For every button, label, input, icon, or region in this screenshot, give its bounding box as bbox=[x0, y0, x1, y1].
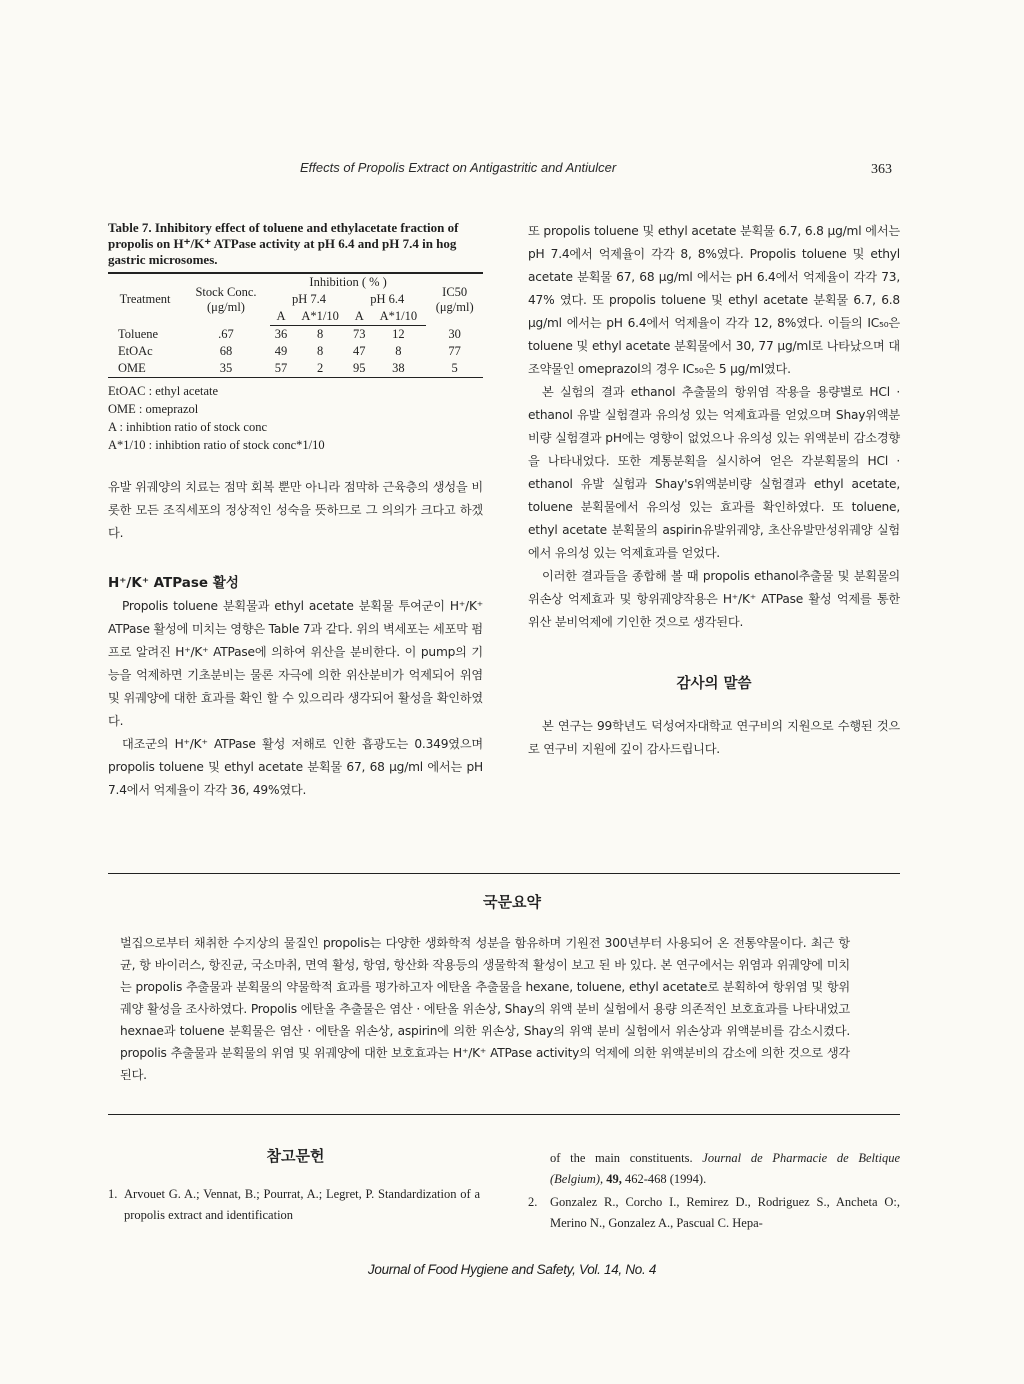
reference-number: 1. bbox=[108, 1187, 118, 1201]
reference-text: Arvouet G. A.; Vennat, B.; Pourrat, A.; Legret, P. Standardization of a propolis extract and identification bbox=[124, 1187, 480, 1222]
value-cell: 73 bbox=[353, 327, 366, 341]
sub-a10: A*1/10 bbox=[292, 308, 348, 326]
body-paragraph: Propolis toluene 분획물과 ethyl acetate 분획물 투여군이 H⁺/K⁺ ATPase 활성에 미치는 영향은 Table 7과 같다. 위의 벽세포는 세포막 펌프로 알려진 H⁺/K⁺ ATPase에 의하여 위산을 분비한다. 이 pump의 기능을 억제하면 기초분비는 물론 자극에 의한 위산분비가 억제되어 위염 및 위궤양에 대한 효과를 확인 할 수 있으리라 생각되어 활성을 확인하였다. bbox=[108, 599, 483, 728]
reference-pages: 462-468 (1994). bbox=[624, 1172, 707, 1186]
ic50-cell: 30 bbox=[448, 326, 461, 341]
running-title: Effects of Propolis Extract on Antigastritic and Antiulcer bbox=[300, 160, 617, 175]
body-paragraph: 또 propolis toluene 및 ethyl acetate 분획물 6.7, 6.8 μg/ml 에서는 pH 7.4에서 억제율이 각각 8, 8%였다. Propolis toluene 및 ethyl acetate 분획물 67, 68 μg/ml 에서는 pH 6.4에서 억제율이 각각 73, 47% 였다. 또 propolis toluene 및 ethyl acetate 분획물 6.7, 6.8 μg/ml 에서는 pH 6.4에서 억제율이 각각 12, 8%였다. 이들의 IC₅₀은 toluene 및 ethyl acetate 분획물에서 30, 77 μg/ml로 나타났으며 대조약물인 omeprazol의 경우 IC₅₀은 5 μg/ml였다. bbox=[528, 224, 900, 376]
value-cell: 8 bbox=[317, 344, 324, 358]
col-ic50-line1: IC50 bbox=[442, 284, 468, 299]
value-cell: 8 bbox=[317, 327, 324, 341]
value-cell: 49 bbox=[274, 344, 288, 358]
stock-cell: .67 bbox=[218, 326, 234, 341]
col-ph74: pH 7.4 bbox=[292, 292, 327, 306]
reference-list-left bbox=[108, 1184, 480, 1226]
col-ic50-line2: (μg/ml) bbox=[435, 299, 474, 314]
inhibition-table bbox=[108, 272, 483, 378]
sub-a: A bbox=[348, 308, 370, 326]
reference-text: of the main constituents. bbox=[550, 1151, 693, 1165]
left-column bbox=[108, 220, 483, 802]
treatment-cell: OME bbox=[118, 361, 146, 375]
col-stock-line2: (μg/ml) bbox=[207, 299, 245, 314]
treatment-cell: EtOAc bbox=[118, 344, 153, 358]
reference-continuation bbox=[528, 1148, 900, 1190]
table-note: A*1/10 : inhibtion ratio of stock conc*1/10 bbox=[108, 438, 325, 452]
body-paragraph: 대조군의 H⁺/K⁺ ATPase 활성 저해로 인한 흡광도는 0.349였으며 propolis toluene 및 ethyl acetate 분획물 67, 68 μg/ml 에서는 pH 7.4에서 억제율이 각각 36, 49%였다. bbox=[108, 737, 483, 797]
stock-cell: 68 bbox=[219, 344, 233, 358]
stock-cell: 35 bbox=[219, 361, 233, 375]
value-cell: 38 bbox=[392, 361, 405, 375]
col-stock-line1: Stock Conc. bbox=[195, 284, 257, 299]
table-row bbox=[108, 326, 483, 344]
treatment-cell: Toluene bbox=[118, 326, 159, 341]
body-paragraph: 이러한 결과들을 종합해 볼 때 propolis ethanol추출물 및 분획물의 위손상 억제효과 및 항위궤양작용은 H⁺/K⁺ ATPase 활성 억제를 통한 위산 분비억제에 기인한 것으로 생각된다. bbox=[528, 569, 900, 629]
value-cell: 36 bbox=[274, 327, 288, 341]
page-number: 363 bbox=[871, 162, 892, 177]
table-row bbox=[108, 360, 483, 378]
korean-abstract-text: 벌집으로부터 채취한 수지상의 물질인 propolis는 다양한 생화학적 성분을 함유하며 기원전 300년부터 사용되어 온 전통약물이다. 최근 항균, 항 바이러스, 항진균, 국소마취, 면역 활성, 항염, 항산화 작용등의 생물학적 활성이 보고 된 바 있다. 본 연구에서는 위염과 위궤양에 미치는 propolis 추출물과 분획물의 약물학적 효과를 평가하고자 에탄올 추출물을 hexane, toluene, ethyl acetate로 분획하여 항위염 및 항위궤양 활성을 조사하였다. Propolis 에탄올 추출물은 염산 · 에탄올 위손상, Shay의 위액 분비 실험에서 용량 의존적인 보호효과를 나타내었고 hexnae과 toluene 분획물은 염산 · 에탄올 위손상, aspirin에 의한 위손상, Shay의 위액 분비 실험에서 위손상과 위액분비를 감소시켰다. propolis 추출물과 분획물의 위염 및 위궤양에 대한 보호효과는 H⁺/K⁺ ATPase activity의 억제에 의한 위액분비의 감소에 의한 것으로 생각된다. bbox=[120, 936, 850, 1082]
acknowledgement-text: 본 연구는 99학년도 덕성여자대학교 연구비의 지원으로 수행된 것으로 연구비 지원에 깊이 감사드립니다. bbox=[528, 719, 900, 756]
ic50-cell: 77 bbox=[448, 344, 461, 358]
acknowledgement-heading: 감사의 말씀 bbox=[676, 676, 752, 692]
col-treatment: Treatment bbox=[119, 292, 171, 307]
value-cell: 2 bbox=[317, 361, 324, 375]
reference-text: Gonzalez R., Corcho I., Remirez D., Rodriguez S., Ancheta O:, Merino N., Gonzalez A., Pascual C. Hepa- bbox=[550, 1195, 900, 1230]
divider-rule bbox=[108, 873, 900, 874]
table-note: A : inhibtion ratio of stock conc bbox=[108, 420, 268, 434]
reference-item bbox=[528, 1192, 900, 1234]
value-cell: 57 bbox=[274, 361, 288, 375]
abstract-heading: 국문요약 bbox=[483, 893, 541, 911]
col-stock-conc bbox=[182, 273, 270, 326]
body-paragraph: 본 실험의 결과 ethanol 추출물의 항위염 작용을 용량별로 HCl · ethanol 유발 실험결과 유의성 있는 억제효과를 얻었으며 Shay위액분비량 실험결과 pH에는 영향이 없었으나 유의성 있는 위액분비 감소경향을 나타내었다. 또한 계통분획을 실시하여 얻은 각분획물의 HCl · ethanol 유발 실험과 Shay's위액분비량 실험결과 ethyl acetate, toluene 분획물에서 유의성 있는 효과를 확인하였다. 또 toluene, ethyl acetate 분획물의 aspirin유발위궤양, 초산유발만성위궤양 실험에서 유의성 있는 억제효과를 얻었다. bbox=[528, 385, 900, 560]
table-note: EtOAC : ethyl acetate bbox=[108, 384, 219, 398]
journal-footer: Journal of Food Hygiene and Safety, Vol. 14, No. 4 bbox=[367, 1262, 657, 1277]
col-inhibition: Inhibition ( % ) bbox=[309, 275, 387, 289]
right-column bbox=[528, 220, 900, 761]
value-cell: 95 bbox=[353, 361, 366, 375]
references-heading: 참고문헌 bbox=[266, 1147, 325, 1165]
body-paragraph: 유발 위궤양의 치료는 점막 회복 뿐만 아니라 점막하 근육층의 생성을 비롯한 모든 조직세포의 정상적인 성숙을 뜻하므로 그 의의가 크다고 하겠다. bbox=[108, 480, 483, 540]
reference-journal: Journal de Pharmacie de Beltique (Belgium), bbox=[550, 1151, 900, 1186]
table-notes bbox=[108, 382, 483, 454]
table-note: OME : omeprazol bbox=[108, 402, 199, 416]
sub-a10: A*1/10 bbox=[370, 308, 426, 326]
value-cell: 12 bbox=[392, 327, 405, 341]
table-caption: Table 7. Inhibitory effect of toluene and ethylacetate fraction of propolis on H⁺/K⁺ ATPase activity at pH 6.4 and pH 7.4 in hog gastric microsomes. bbox=[108, 220, 459, 267]
table-row bbox=[108, 343, 483, 360]
col-ph64: pH 6.4 bbox=[370, 292, 405, 306]
value-cell: 47 bbox=[353, 344, 366, 358]
reference-item bbox=[108, 1184, 480, 1226]
divider-rule bbox=[108, 1114, 900, 1115]
reference-list-right bbox=[528, 1148, 900, 1234]
ic50-cell: 5 bbox=[451, 361, 458, 375]
value-cell: 8 bbox=[395, 344, 402, 358]
section-heading: H⁺/K⁺ ATPase 활성 bbox=[108, 575, 239, 591]
reference-number: 2. bbox=[528, 1195, 538, 1209]
reference-volume: 49, bbox=[606, 1172, 622, 1186]
sub-a: A bbox=[270, 308, 292, 326]
col-ic50 bbox=[426, 273, 483, 326]
